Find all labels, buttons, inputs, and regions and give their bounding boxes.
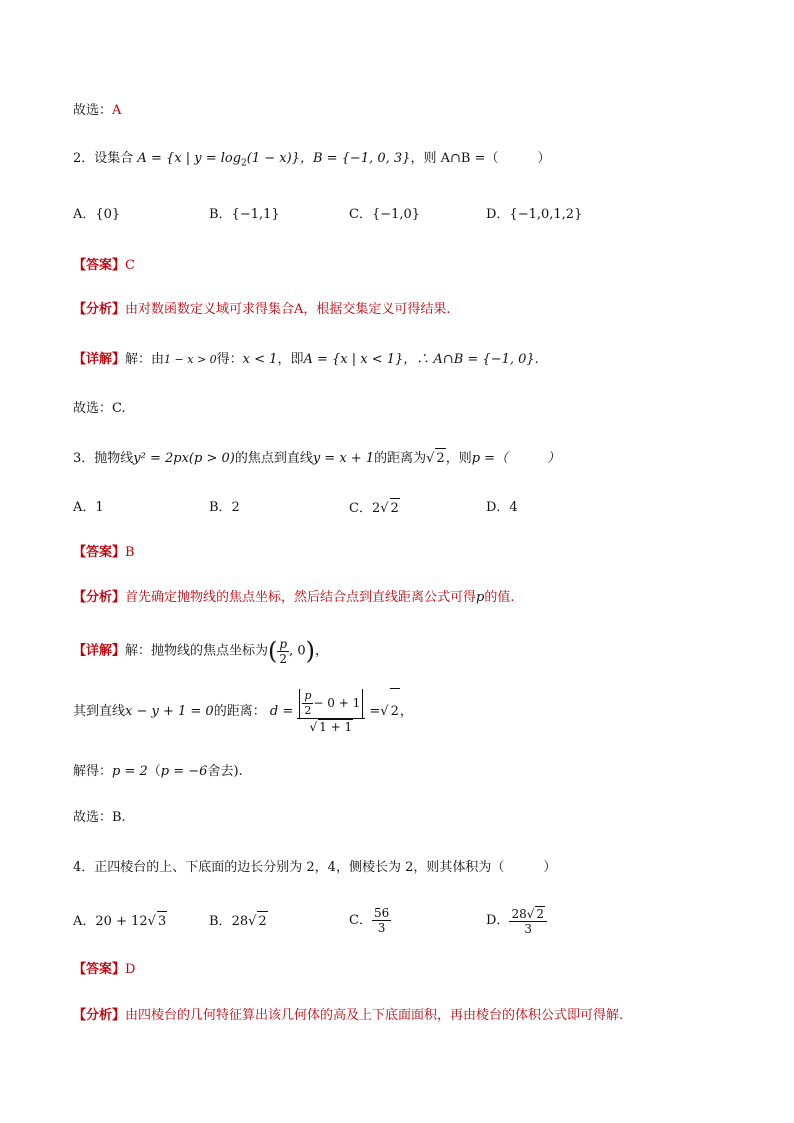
q3-solve-c: （ xyxy=(147,764,161,779)
q3-solve-b: p = 2 xyxy=(112,764,148,779)
q3-analysis: 首先确定抛物线的焦点坐标，然后结合点到直线距离公式可得 xyxy=(125,590,477,605)
q2-analysis: 由对数函数定义域可求得集合A，根据交集定义可得结果. xyxy=(125,302,451,317)
select-answer: A xyxy=(112,103,122,118)
q3-dist-num-rest: − 0 + 1 xyxy=(313,696,361,710)
q3-option-d: D．4 xyxy=(486,500,518,515)
q3-answer-line xyxy=(73,543,135,563)
q4-option-c xyxy=(349,904,391,938)
q2-detail-line xyxy=(73,350,539,370)
q3-focus-frac-num: p xyxy=(279,636,288,651)
q4-option-c-den: 3 xyxy=(377,921,386,935)
q2-option-d: D．{−1,0,1,2} xyxy=(486,207,583,222)
select-label: 故选： xyxy=(73,103,113,118)
q3-option-b: B．2 xyxy=(209,500,240,515)
q3-ask: p =（ ） xyxy=(471,451,561,466)
q3-dist-inner-num: p xyxy=(304,689,312,702)
analysis-tag: 【分析】 xyxy=(73,590,126,605)
q4-option-b-label: B． xyxy=(209,914,232,929)
q3-option-c-label: C．2 xyxy=(349,501,381,516)
q4-option-a-label: A． xyxy=(73,914,96,929)
q2-answer-line xyxy=(73,256,135,276)
q4-option-b: B．28√ 2 xyxy=(209,911,268,932)
q3-dist-den-root: 1 + 1 xyxy=(319,720,353,734)
q3-dist-a: 其到直线 xyxy=(73,704,126,719)
q3-stem-3: 的距离为 xyxy=(374,451,427,466)
q3-line: y = x + 1 xyxy=(312,451,375,466)
q2-stem: 2．设集合 xyxy=(73,151,134,166)
answer-tag: 【答案】 xyxy=(73,962,126,977)
q4-option-c-frac xyxy=(372,906,391,935)
q3-analysis-line xyxy=(73,588,515,608)
q3-option-c-root: 2 xyxy=(390,498,400,519)
question-2 xyxy=(73,149,550,174)
analysis-tag: 【分析】 xyxy=(73,302,126,317)
q3-dist-result: 2 xyxy=(390,688,400,735)
q2-option-b: B．{−1,1} xyxy=(209,207,280,222)
q4-option-a-root: 3 xyxy=(157,911,167,932)
q3-analysis-p: p xyxy=(476,590,485,605)
analysis-tag: 【分析】 xyxy=(73,1008,126,1023)
q3-detail-line: 【详解】解：抛物线的焦点坐标为( $\frac{p}{2}$ , 0)， xyxy=(73,636,329,666)
q4-analysis-line xyxy=(73,1006,623,1026)
q2-option-a: A．{0} xyxy=(73,207,121,222)
q3-final: 故选：B. xyxy=(73,810,126,825)
q3-solve-line xyxy=(73,762,243,782)
q4-option-d xyxy=(486,904,547,938)
q3-stem-2: 的焦点到直线 xyxy=(234,451,313,466)
q4-option-b-root: 2 xyxy=(257,911,267,932)
q2-detail-b: 1 − x > 0 xyxy=(164,353,217,366)
q3-solve-e: 舍去). xyxy=(207,764,243,779)
q3-dist-end: ， xyxy=(399,704,413,719)
q4-option-d-label: D． xyxy=(486,913,510,928)
detail-tag: 【详解】 xyxy=(73,352,126,367)
q4-option-c-num: 56 xyxy=(373,906,390,920)
q2-final: 故选：C. xyxy=(73,401,126,416)
q3-analysis-end: 的值. xyxy=(484,590,515,605)
q3-dist-eq: = xyxy=(369,704,381,719)
q2-set-a: A = {x | y = log xyxy=(137,151,242,166)
question-3: 3．抛物线y² = 2px(p > 0)的焦点到直线y = x + 1的距离为√ 2，则p =（ ） xyxy=(73,448,560,469)
q3-sqrt: 2 xyxy=(435,448,445,469)
q4-option-d-num-coef: 28 xyxy=(511,906,527,921)
q3-distance-line: 其到直线x − y + 1 = 0的距离： d = $\frac{p}{2}$ − 0 + 1 √ 1 + 1 =√ 2， xyxy=(73,689,413,734)
detail-tag: 【详解】 xyxy=(73,643,126,659)
answer-tag: 【答案】 xyxy=(73,545,126,560)
q2-detail-g: ，∴ A∩B = {−1, 0}. xyxy=(403,352,539,367)
q4-option-d-num: 28√ 2 xyxy=(509,906,547,922)
q3-focus-frac xyxy=(277,637,289,666)
q2-detail-c: 得： xyxy=(216,352,243,367)
q3-option-a: A．1 xyxy=(73,500,104,515)
q2-option-c: C．{−1,0} xyxy=(349,207,421,222)
q2-analysis-line xyxy=(73,300,451,320)
q4-option-b-math: 28 xyxy=(231,914,249,929)
prev-answer-line xyxy=(73,101,121,121)
q3-dist-frac-den: √ 1 + 1 xyxy=(309,720,353,734)
q3-dist-d: d = xyxy=(269,704,294,719)
question-4: 4．正四棱台的上、下底面的边长分别为 2，4，侧棱长为 2，则其体积为（ ） xyxy=(73,860,557,875)
q4-option-a-math: 20 + 12 xyxy=(95,914,148,929)
q4-option-c-label: C． xyxy=(349,913,372,928)
q2-detail-f: A = {x | x < 1} xyxy=(303,352,404,367)
q3-stem-4: ，则 xyxy=(445,451,472,466)
answer-tag: 【答案】 xyxy=(73,258,126,273)
q4-option-a: A．20 + 12√ 3 xyxy=(73,911,167,932)
q2-detail-a: 解：由 xyxy=(125,352,165,367)
q4-option-d-den: 3 xyxy=(524,921,533,936)
q3-solve-d: p = −6 xyxy=(160,764,208,779)
q3-solve-a: 解得： xyxy=(73,764,113,779)
q3-stem: 3．抛物线 xyxy=(73,451,134,466)
q3-option-c: C．2√ 2 xyxy=(349,498,400,519)
q3-answer: B xyxy=(125,545,135,560)
q3-focus-frac-den: 2 xyxy=(279,651,288,666)
q2-log-base: 2 xyxy=(241,158,247,169)
q2-ask: ，则 A∩B =（ ） xyxy=(410,151,551,166)
q3-parabola: y² = 2px(p > 0) xyxy=(133,451,235,466)
q2-set-b: ，B = {−1, 0, 3} xyxy=(299,151,411,166)
q3-detail-b: , 0 xyxy=(289,643,306,659)
q2-answer: C xyxy=(125,258,135,273)
q2-set-a-end: (1 − x)} xyxy=(246,151,300,166)
q3-dist-c: 的距离： xyxy=(213,704,266,719)
q4-answer: D xyxy=(125,962,136,977)
q3-dist-line-eq: x − y + 1 = 0 xyxy=(125,704,214,719)
q4-option-d-root: 2 xyxy=(536,906,545,921)
q3-dist-inner-den: 2 xyxy=(304,704,312,717)
q4-analysis: 由四棱台的几何特征算出该几何体的高及上下底面面积，再由棱台的体积公式即可得解. xyxy=(125,1008,624,1023)
q3-detail-c: ， xyxy=(315,643,329,659)
q3-detail-a: 解：抛物线的焦点坐标为 xyxy=(125,643,269,659)
q4-answer-line xyxy=(73,960,135,980)
q4-option-d-frac xyxy=(509,906,547,936)
q3-dist-frac xyxy=(297,689,365,734)
q3-dist-frac-num xyxy=(297,689,365,719)
q2-detail-d: x < 1 xyxy=(242,352,278,367)
q2-detail-e: ，即 xyxy=(277,352,304,367)
